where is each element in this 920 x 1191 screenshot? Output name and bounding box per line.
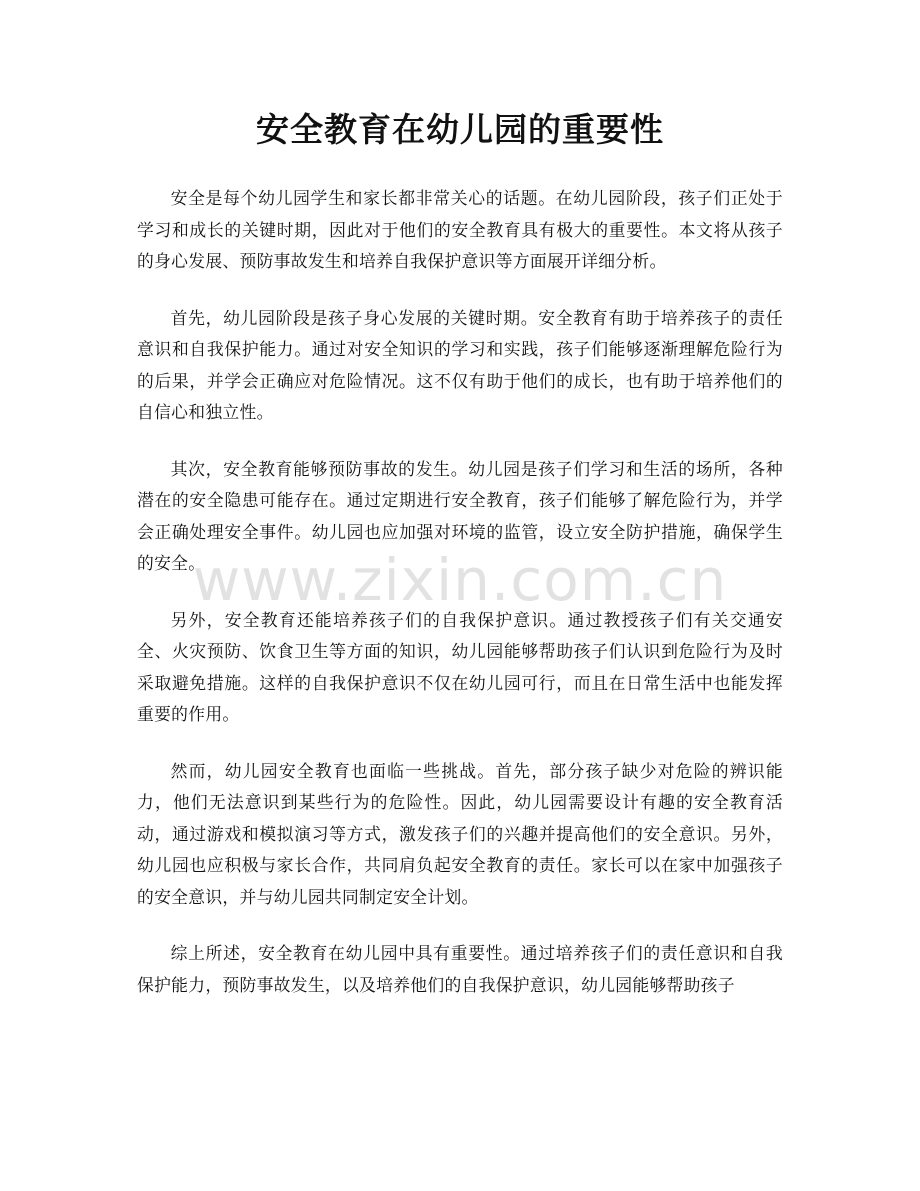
document-body	[137, 183, 783, 1026]
paragraph-development: 首先，幼儿园阶段是孩子身心发展的关键时期。安全教育有助于培养孩子的责任意识和自我保护能力。通过对安全知识的学习和实践，孩子们能够逐渐理解危险行为的后果，并学会正确应对危险情况。这不仅有助于他们的成长，也有助于培养他们的自信心和独立性。	[137, 307, 783, 422]
paragraph-prevention: 其次，安全教育能够预防事故的发生。幼儿园是孩子们学习和生活的场所，各种潜在的安全隐患可能存在。通过定期进行安全教育，孩子们能够了解危险行为，并学会正确处理安全事件。幼儿园也应加强对环境的监管，设立安全防护措施，确保学生的安全。	[137, 458, 783, 573]
paragraph-self-protection: 另外，安全教育还能培养孩子们的自我保护意识。通过教授孩子们有关交通安全、火灾预防、饮食卫生等方面的知识，幼儿园能够帮助孩子们认识到危险行为及时采取避免措施。这样的自我保护意识不仅在幼儿园可行，而且在日常生活中也能发挥重要的作用。	[137, 609, 783, 724]
watermark: www.zixin.com.cn	[192, 546, 728, 614]
paragraph-challenges: 然而，幼儿园安全教育也面临一些挑战。首先，部分孩子缺少对危险的辨识能力，他们无法意识到某些行为的危险性。因此，幼儿园需要设计有趣的安全教育活动，通过游戏和模拟演习等方式，激发孩子们的兴趣并提高他们的安全意识。另外，幼儿园也应积极与家长合作，共同肩负起安全教育的责任。家长可以在家中加强孩子的安全意识，并与幼儿园共同制定安全计划。	[137, 760, 783, 907]
paragraph-intro: 安全是每个幼儿园学生和家长都非常关心的话题。在幼儿园阶段，孩子们正处于学习和成长的关键时期，因此对于他们的安全教育具有极大的重要性。本文将从孩子的身心发展、预防事故发生和培养自我保护意识等方面展开详细分析。	[137, 188, 783, 271]
paragraph-conclusion: 综上所述，安全教育在幼儿园中具有重要性。通过培养孩子们的责任意识和自我保护能力，预防事故发生，以及培养他们的自我保护意识，幼儿园能够帮助孩子	[137, 943, 783, 995]
page-title: 安全教育在幼儿园的重要性	[256, 110, 664, 149]
